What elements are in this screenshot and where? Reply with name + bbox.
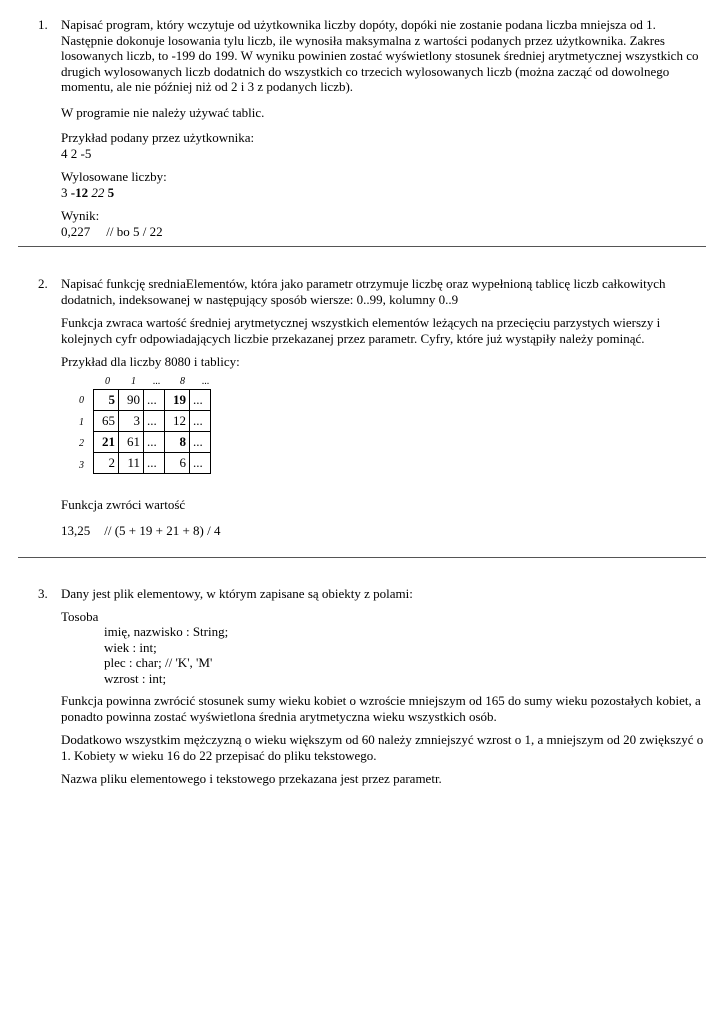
drawn-value: -12: [70, 184, 89, 200]
task-1-body: [61, 17, 706, 245]
task-3-type: [61, 609, 706, 687]
example-label: Przykład podany przez użytkownika:: [61, 130, 255, 145]
row-header: 3: [79, 460, 84, 471]
field-line: plec : char; // 'K', 'M': [104, 655, 213, 670]
drawn-label: Wylosowane liczby:: [61, 169, 167, 184]
row-header: 0: [79, 395, 84, 406]
col-header: 0: [105, 376, 110, 387]
result-comment: // bo 5 / 22: [106, 223, 163, 239]
task-1-paragraph: Napisać program, który wczytuje od użytkownika liczby dopóty, dopóki nie zostanie podana liczba mniejsza od 1. Następnie dokonuje losowania tylu liczb, ile wynosiła maksymalna z wartości podanych przez użytkownika. Zakres losowanych liczb, to -199 do 199. W wyniku powinien zostać wyświetlony stosunek średniej arytmetycznej wszystkich co drugich wylosowanych liczb dodatnich do wszystkich co trzecich wylosowanych liczb (można zacząć od dowolnego momentu, ale nie później niż od 2 i 3 z podanych liczb).: [61, 17, 699, 94]
task-2-body: [61, 276, 706, 376]
table-cell: 12: [165, 411, 190, 432]
col-header: 8: [180, 376, 185, 387]
task-2-paragraph-1: Napisać funkcję sredniaElementów, która jako parametr otrzymuje liczbę oraz wypełnioną tablicę liczb całkowitych dodatnich, indeksowanej w następujący sposób wiersze: 0..99, kolumny 0..9: [61, 276, 666, 307]
table-cell: ...: [144, 411, 165, 432]
task-2-example-label: Przykład dla liczby 8080 i tablicy:: [61, 354, 240, 369]
task-2-paragraph-2: Funkcja zwraca wartość średniej arytmetycznej wszystkich elementów leżących na przecięciu parzystych wierszy i kolejnych cyfr odpowiadających liczbie przekazanej przez parametr. Cyfry, które już wystąpiły należy pominąć.: [61, 315, 661, 346]
returns-comment: // (5 + 19 + 21 + 8) / 4: [104, 522, 221, 538]
drawn-value: 5: [107, 184, 115, 200]
divider: [18, 246, 706, 247]
table-cell: 65: [94, 411, 119, 432]
table-cell: 19: [165, 390, 190, 411]
type-name: Tosoba: [61, 608, 99, 624]
table-cell: 21: [94, 432, 119, 453]
table-row: [94, 411, 211, 432]
task-3-intro: Dany jest plik elementowy, w którym zapisane są obiekty z polami:: [61, 586, 413, 601]
table-cell: ...: [144, 390, 165, 411]
task-2-returns-body: [61, 497, 706, 544]
table-cell: 11: [119, 453, 144, 474]
field-line: wzrost : int;: [104, 670, 167, 686]
col-header: ...: [202, 376, 210, 387]
table-cell: ...: [190, 390, 211, 411]
divider: [18, 557, 706, 558]
task-1-result: [61, 208, 706, 239]
task-1-drawn: [61, 169, 706, 200]
result-label: Wynik:: [61, 208, 100, 223]
col-header: ...: [153, 376, 161, 387]
row-header: 2: [79, 438, 84, 449]
task-1-number: 1.: [38, 17, 48, 32]
returns-line: [61, 523, 706, 539]
example-table: [93, 389, 211, 474]
table-row: [94, 390, 211, 411]
task-2-number: 2.: [38, 276, 48, 291]
drawn-value: 3: [61, 184, 68, 200]
field-line: wiek : int;: [104, 639, 157, 655]
returns-value: 13,25: [61, 522, 91, 538]
task-3-paragraph-2: Dodatkowo wszystkim mężczyzną o wieku większym od 60 należy zmniejszyć wzrost o 1, a mniejszym od 20 zwiększyć o 1. Kobiety w wieku 16 do 22 przepisać do pliku tekstowego.: [61, 732, 704, 763]
table-cell: 2: [94, 453, 119, 474]
table-row: [94, 453, 211, 474]
table-cell: 6: [165, 453, 190, 474]
table-cell: ...: [144, 432, 165, 453]
col-header: 1: [131, 376, 136, 387]
table-cell: 90: [119, 390, 144, 411]
table-cell: ...: [190, 453, 211, 474]
table-cell: ...: [144, 453, 165, 474]
table-cell: 3: [119, 411, 144, 432]
table-cell: ...: [190, 432, 211, 453]
drawn-value: 22: [91, 184, 105, 200]
task-3-number: 3.: [38, 586, 48, 601]
task-1-example: [61, 130, 706, 161]
returns-label: Funkcja zwróci wartość: [61, 497, 186, 512]
task-3-paragraph-1: Funkcja powinna zwrócić stosunek sumy wieku kobiet o wzroście mniejszym od 165 do sumy wieku pozostałych kobiet, a ponadto powinna zostać wyświetlona średnia arytmetyczna wieku wszystkich osób.: [61, 693, 701, 724]
task-3-paragraph-3: Nazwa pliku elementowego i tekstowego przekazana jest przez parametr.: [61, 771, 442, 786]
table-cell: 61: [119, 432, 144, 453]
row-header: 1: [79, 417, 84, 428]
result-line: [61, 224, 706, 240]
table-cell: ...: [190, 411, 211, 432]
task-1-no-arrays: W programie nie należy używać tablic.: [61, 104, 265, 120]
table-row: [94, 432, 211, 453]
example-values: 4 2 -5: [61, 145, 92, 161]
table-cell: 8: [165, 432, 190, 453]
task-3-body: [61, 586, 706, 793]
result-value: 0,227: [61, 223, 91, 239]
table-cell: 5: [94, 390, 119, 411]
drawn-values: [61, 185, 706, 201]
field-line: imię, nazwisko : String;: [104, 624, 229, 639]
